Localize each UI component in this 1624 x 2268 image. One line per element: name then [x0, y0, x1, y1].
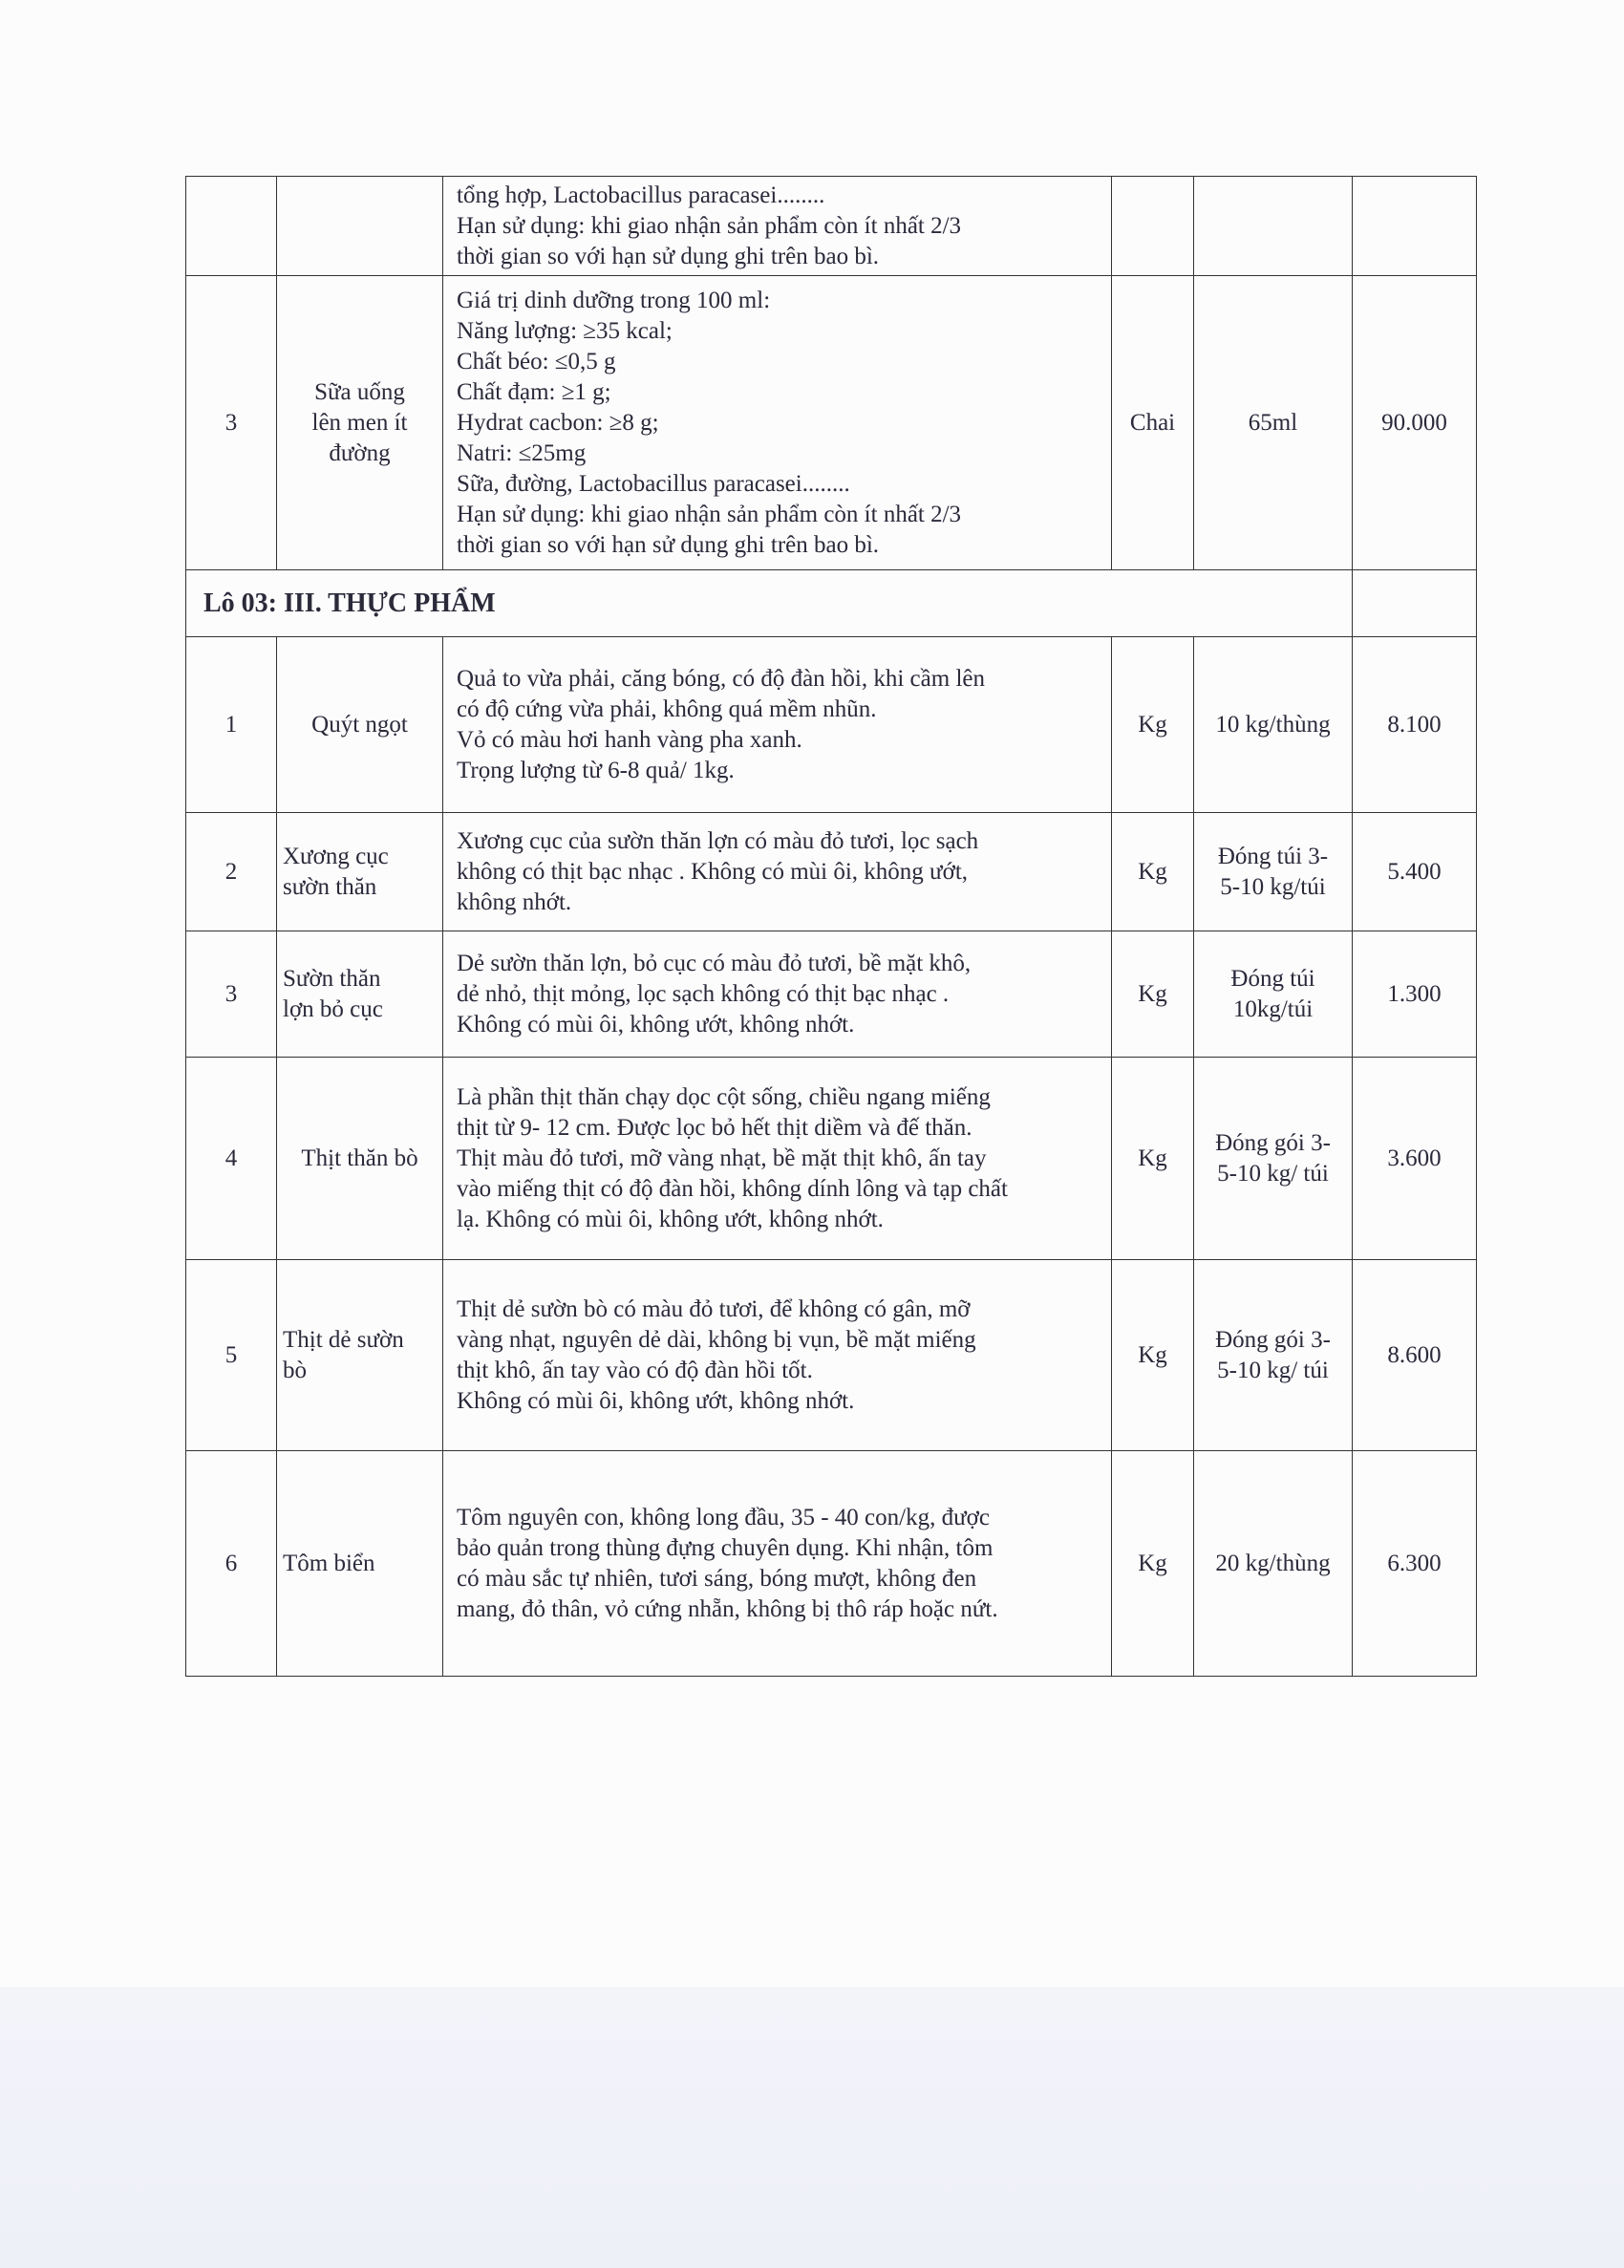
description-line: dẻ nhỏ, thịt mỏng, lọc sạch không có thịt bạc nhạc . — [457, 980, 950, 1007]
description-line: Trọng lượng từ 6-8 quả/ 1kg. — [457, 757, 735, 783]
table-row — [186, 1451, 1477, 1677]
description-cell — [443, 276, 1112, 570]
description-cell — [443, 1451, 1112, 1677]
name-line: lợn bỏ cục — [283, 995, 383, 1022]
description-line: thời gian so với hạn sử dụng ghi trên bao bì. — [457, 243, 880, 269]
name-line: lên men ít — [311, 409, 408, 436]
name-cell — [277, 931, 443, 1058]
description-line: Hạn sử dụng: khi giao nhận sản phẩm còn ít nhất 2/3 — [457, 501, 962, 527]
name-cell — [277, 813, 443, 931]
name-line: Xương cục — [283, 843, 389, 869]
description-line: lạ. Không có mùi ôi, không ướt, không nhớt. — [457, 1206, 884, 1232]
section-header-row — [186, 570, 1477, 637]
name-line: Thịt thăn bò — [301, 1145, 418, 1171]
description-line: Dẻ sườn thăn lợn, bỏ cục có màu đỏ tươi, bề mặt khô, — [457, 950, 972, 976]
section-title: Lô 03: III. THỰC PHẨM — [186, 570, 1353, 637]
spec-line: 20 kg/thùng — [1215, 1550, 1331, 1576]
description-line: vàng nhạt, nguyên dẻ dài, không bị vụn, bề mặt miếng — [457, 1326, 976, 1353]
description-line: Vỏ có màu hơi hanh vàng pha xanh. — [457, 726, 802, 753]
unit-cell: Kg — [1112, 1058, 1194, 1260]
description-line: Hạn sử dụng: khi giao nhận sản phẩm còn ít nhất 2/3 — [457, 212, 962, 239]
spec-line: 5-10 kg/ túi — [1217, 1160, 1329, 1187]
stt-cell: 3 — [186, 931, 277, 1058]
quantity-cell — [1353, 177, 1477, 276]
description-line: Thịt màu đỏ tươi, mỡ vàng nhạt, bề mặt thịt khô, ấn tay — [457, 1145, 987, 1171]
product-spec-table-wrapper — [185, 176, 1476, 1677]
description-line: Chất béo: ≤0,5 g — [457, 348, 616, 374]
unit-cell: Kg — [1112, 637, 1194, 813]
name-line: đường — [329, 439, 391, 466]
stt-cell — [186, 177, 277, 276]
table-row — [186, 637, 1477, 813]
stt-cell: 3 — [186, 276, 277, 570]
unit-cell: Kg — [1112, 1260, 1194, 1451]
stt-cell: 4 — [186, 1058, 277, 1260]
spec-line: 5-10 kg/túi — [1220, 873, 1326, 900]
section-empty-cell — [1353, 570, 1477, 637]
continuation-row — [186, 177, 1477, 276]
description-line: vào miếng thịt có độ đàn hồi, không dính lông và tạp chất — [457, 1175, 1008, 1202]
description-line: Chất đạm: ≥1 g; — [457, 378, 611, 405]
description-cell — [443, 177, 1112, 276]
spec-cell — [1194, 1451, 1353, 1677]
description-line: có độ cứng vừa phải, không quá mềm nhũn. — [457, 695, 877, 722]
description-line: thịt khô, ấn tay vào có độ đàn hồi tốt. — [457, 1357, 813, 1383]
description-line: Tôm nguyên con, không long đầu, 35 - 40 con/kg, được — [457, 1504, 990, 1530]
quantity-cell: 90.000 — [1353, 276, 1477, 570]
stt-cell: 6 — [186, 1451, 277, 1677]
spec-line: 5-10 kg/ túi — [1217, 1357, 1329, 1383]
quantity-cell: 1.300 — [1353, 931, 1477, 1058]
description-line: Hydrat cacbon: ≥8 g; — [457, 409, 659, 436]
spec-cell — [1194, 637, 1353, 813]
description-line: Không có mùi ôi, không ướt, không nhớt. — [457, 1387, 855, 1414]
stt-cell: 5 — [186, 1260, 277, 1451]
spec-line: 10 kg/thùng — [1215, 711, 1331, 738]
unit-cell: Chai — [1112, 276, 1194, 570]
description-line: Giá trị dinh dưỡng trong 100 ml: — [457, 287, 771, 313]
spec-line: Đóng gói 3- — [1215, 1129, 1331, 1156]
description-cell — [443, 813, 1112, 931]
description-line: mang, đỏ thân, vỏ cứng nhẵn, không bị thô ráp hoặc nứt. — [457, 1595, 998, 1622]
name-cell — [277, 1451, 443, 1677]
name-line: sườn thăn — [283, 873, 377, 900]
description-line: Là phần thịt thăn chạy dọc cột sống, chiều ngang miếng — [457, 1083, 991, 1110]
description-cell — [443, 1058, 1112, 1260]
table-row — [186, 1058, 1477, 1260]
description-cell — [443, 931, 1112, 1058]
scan-shading — [0, 1987, 1624, 2268]
description-line: Thịt dẻ sườn bò có màu đỏ tươi, để không có gân, mỡ — [457, 1295, 971, 1322]
description-line: thời gian so với hạn sử dụng ghi trên bao bì. — [457, 531, 880, 558]
name-line: Quýt ngọt — [311, 711, 408, 738]
spec-line: Đóng túi — [1230, 965, 1315, 992]
quantity-cell: 5.400 — [1353, 813, 1477, 931]
quantity-cell: 3.600 — [1353, 1058, 1477, 1260]
name-line: bò — [283, 1357, 307, 1383]
description-line: bảo quản trong thùng đựng chuyên dụng. Khi nhận, tôm — [457, 1534, 994, 1561]
spec-cell — [1194, 1260, 1353, 1451]
table-row — [186, 813, 1477, 931]
product-spec-table — [185, 176, 1477, 1677]
description-line: Không có mùi ôi, không ướt, không nhớt. — [457, 1011, 855, 1038]
spec-cell — [1194, 813, 1353, 931]
spec-cell — [1194, 931, 1353, 1058]
description-line: Sữa, đường, Lactobacillus paracasei........ — [457, 470, 850, 497]
spec-line: Đóng gói 3- — [1215, 1326, 1331, 1353]
unit-cell — [1112, 177, 1194, 276]
name-cell — [277, 637, 443, 813]
name-line: Thịt dẻ sườn — [283, 1326, 404, 1353]
description-line: có màu sắc tự nhiên, tươi sáng, bóng mượt, không đen — [457, 1565, 977, 1592]
description-cell — [443, 637, 1112, 813]
unit-cell: Kg — [1112, 813, 1194, 931]
description-line: không nhớt. — [457, 888, 572, 915]
description-cell — [443, 1260, 1112, 1451]
table-row — [186, 931, 1477, 1058]
description-line: không có thịt bạc nhạc . Không có mùi ôi, không ướt, — [457, 858, 969, 885]
table-row — [186, 1260, 1477, 1451]
description-line: thịt từ 9- 12 cm. Được lọc bỏ hết thịt diềm và đế thăn. — [457, 1114, 972, 1141]
description-line: tổng hợp, Lactobacillus paracasei........ — [457, 182, 825, 208]
description-line: Xương cục của sườn thăn lợn có màu đỏ tươi, lọc sạch — [457, 827, 979, 854]
spec-line: Đóng túi 3- — [1217, 843, 1329, 869]
name-cell — [277, 177, 443, 276]
description-line: Năng lượng: ≥35 kcal; — [457, 317, 673, 344]
stt-cell: 2 — [186, 813, 277, 931]
name-line: Sữa uống — [314, 378, 405, 405]
name-cell — [277, 1058, 443, 1260]
name-cell — [277, 276, 443, 570]
quantity-cell: 8.100 — [1353, 637, 1477, 813]
unit-cell: Kg — [1112, 1451, 1194, 1677]
quantity-cell: 8.600 — [1353, 1260, 1477, 1451]
unit-cell: Kg — [1112, 931, 1194, 1058]
spec-cell: 65ml — [1194, 276, 1353, 570]
description-line: Natri: ≤25mg — [457, 439, 587, 466]
spec-line: 10kg/túi — [1232, 995, 1314, 1022]
spec-cell — [1194, 177, 1353, 276]
name-cell — [277, 1260, 443, 1451]
name-line: Tôm biển — [283, 1550, 375, 1576]
table-row — [186, 276, 1477, 570]
description-line: Quả to vừa phải, căng bóng, có độ đàn hồi, khi cầm lên — [457, 665, 985, 692]
quantity-cell: 6.300 — [1353, 1451, 1477, 1677]
name-line: Sườn thăn — [283, 965, 381, 992]
spec-cell — [1194, 1058, 1353, 1260]
stt-cell: 1 — [186, 637, 277, 813]
